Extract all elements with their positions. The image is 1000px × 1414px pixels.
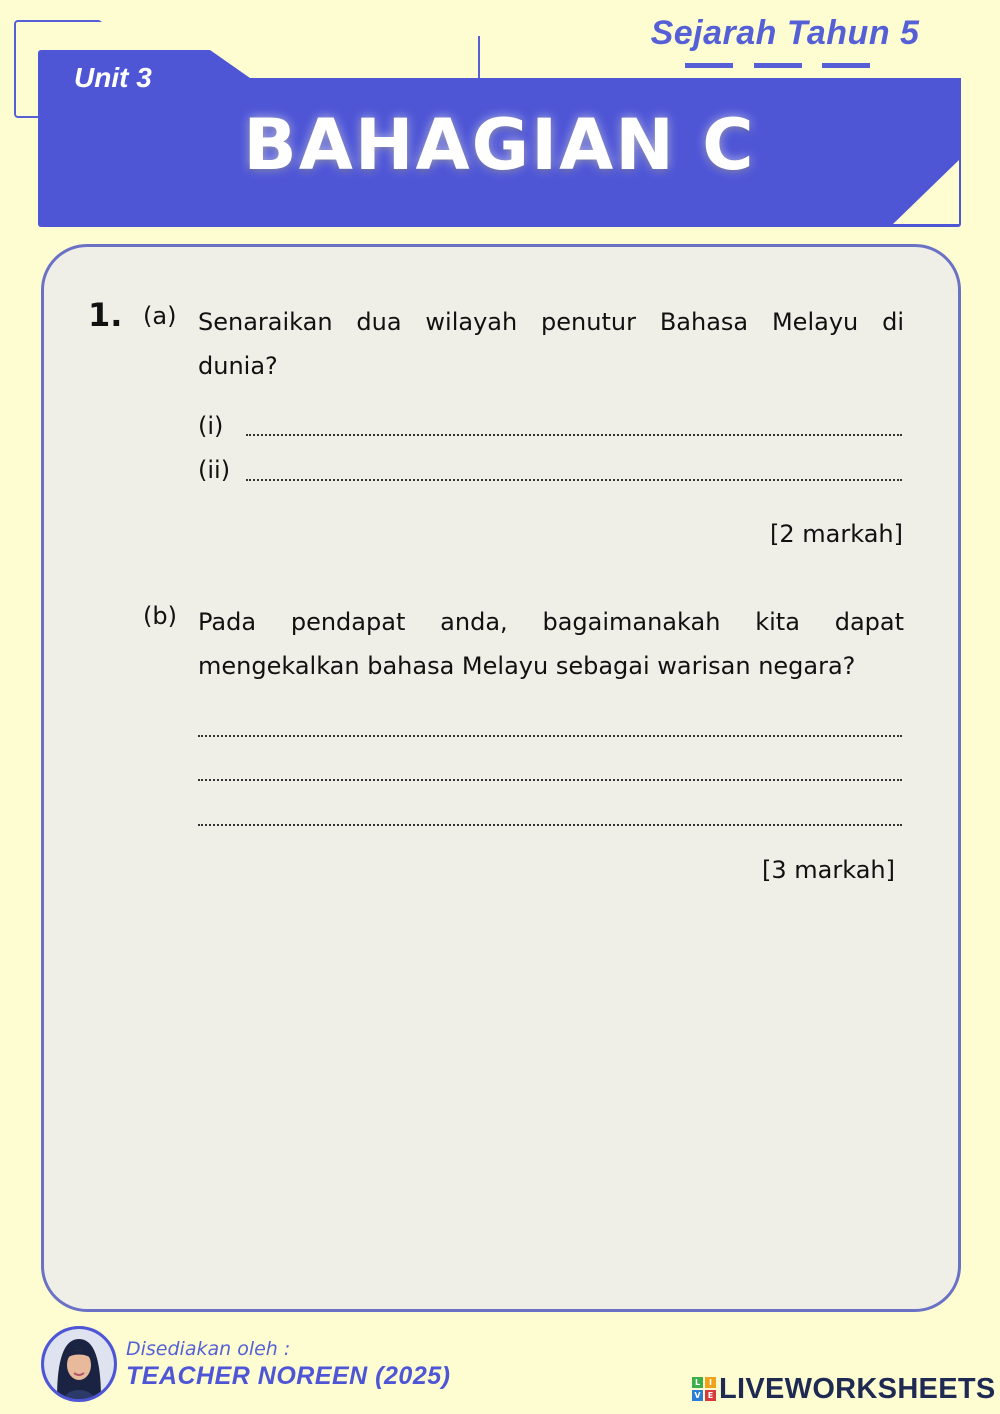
title-dash xyxy=(685,63,733,68)
answer-line-i[interactable] xyxy=(246,434,902,436)
teacher-avatar xyxy=(41,1326,117,1402)
subject-title: Sejarah Tahun 5 xyxy=(650,14,920,52)
logo-letter-e: E xyxy=(705,1390,716,1401)
part-b-marks: [3 markah] xyxy=(762,856,895,884)
part-b-label: (b) xyxy=(143,602,177,630)
title-dash xyxy=(754,63,802,68)
answer-line-b3[interactable] xyxy=(198,824,902,826)
liveworksheets-logo[interactable] xyxy=(692,1374,996,1404)
part-a-text-line2: dunia? xyxy=(198,352,278,380)
answer-line-ii[interactable] xyxy=(246,479,902,481)
liveworksheets-wordmark: LIVEWORKSHEETS xyxy=(719,1372,996,1405)
question-number: 1. xyxy=(88,296,123,334)
title-dash xyxy=(822,63,870,68)
answer-label-ii: (ii) xyxy=(198,456,231,484)
teacher-name: TEACHER NOREEN (2025) xyxy=(126,1362,451,1390)
logo-letter-v: V xyxy=(692,1390,703,1401)
unit-label: Unit 3 xyxy=(74,62,152,93)
logo-letter-i: I xyxy=(705,1377,716,1388)
answer-line-b2[interactable] xyxy=(198,779,902,781)
logo-letter-l: L xyxy=(692,1377,703,1388)
part-a-marks: [2 markah] xyxy=(770,520,903,548)
liveworksheets-icon xyxy=(692,1377,716,1401)
part-a-label: (a) xyxy=(143,302,177,330)
part-a-text-line1: Senaraikan dua wilayah penutur Bahasa Melayu di xyxy=(198,308,904,336)
answer-line-b1[interactable] xyxy=(198,735,902,737)
answer-label-i: (i) xyxy=(198,412,224,440)
part-b-text-line1: Pada pendapat anda, bagaimanakah kita dapat xyxy=(198,608,904,636)
question-card xyxy=(41,244,961,1312)
prepared-by-label: Disediakan oleh : xyxy=(126,1338,291,1360)
part-b-text-line2: mengekalkan bahasa Melayu sebagai warisan negara? xyxy=(198,652,856,680)
section-title: BAHAGIAN C xyxy=(243,104,756,186)
